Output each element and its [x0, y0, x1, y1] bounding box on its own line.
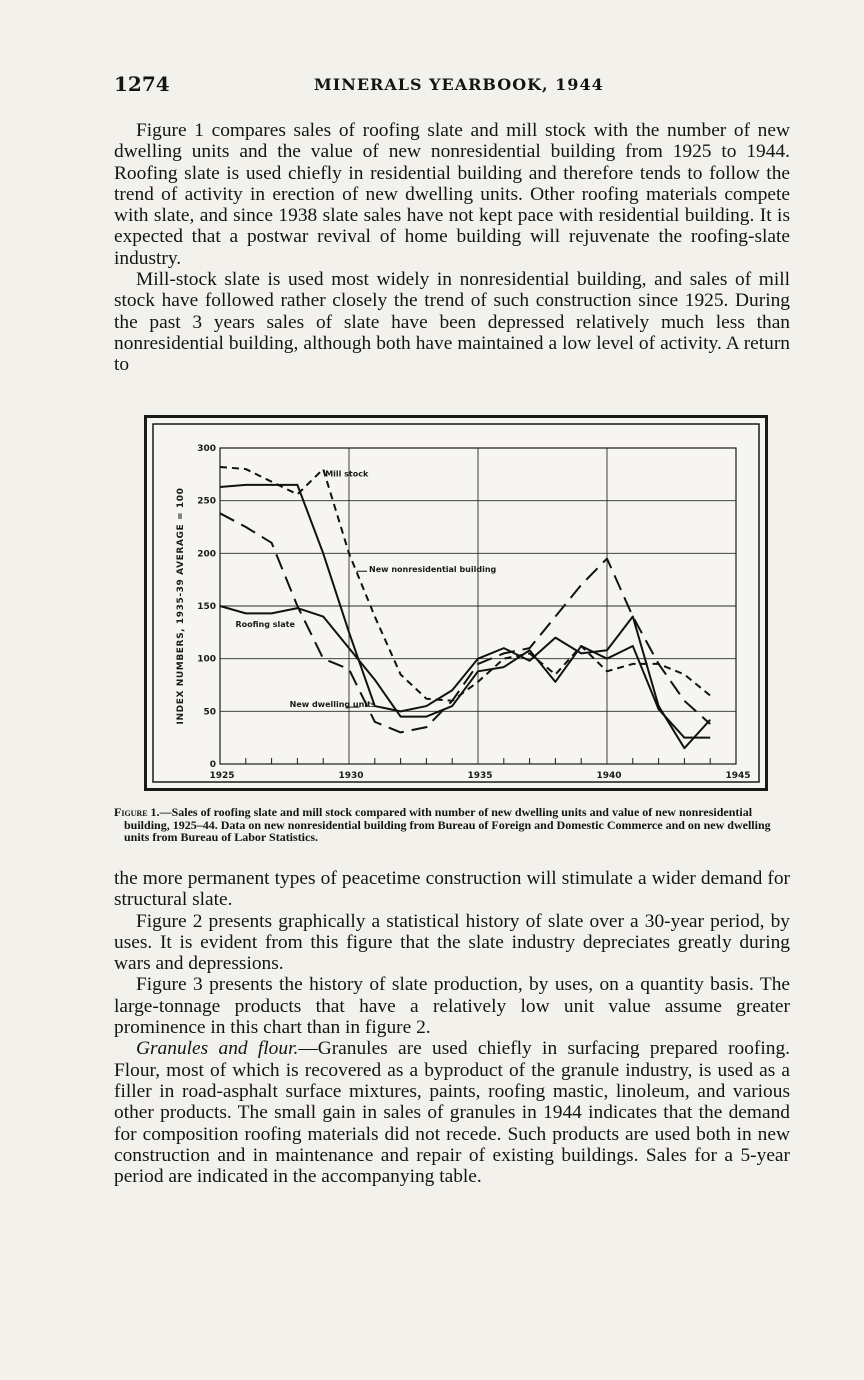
section-heading: Granules and flour. — [136, 1038, 299, 1060]
section-text: —Granules are used chiefly in surfacing prepared roofing. Flour, most of which is recovered as a byproduct of the granule industry, is used as a filler in road-asphalt surface mixtures, paints, roofing mastic, linoleum, and various other products. The small gain in sales of granules in 1944 indicates that the demand for composition roofing materials did not recede. Such products are used both in new construction and in maintenance and repair of existing buildings. Sales for a 5-year period are indicated in the accompanying table. — [114, 1038, 790, 1188]
series-label: Roofing slate — [235, 619, 295, 629]
paragraph-granules — [114, 1038, 790, 1187]
y-tick-label: 300 — [197, 444, 216, 454]
y-tick-label: 100 — [197, 654, 216, 665]
figure-1-chart — [144, 415, 768, 791]
y-tick-label: 0 — [209, 760, 216, 770]
series-label: Mill stock — [325, 469, 369, 479]
series-label: New dwelling units — [289, 699, 376, 709]
x-tick-label: 1935 — [467, 771, 493, 781]
series-label: New nonresidential building — [369, 565, 497, 575]
figure-caption — [114, 806, 790, 844]
line-chart — [147, 418, 765, 788]
paragraph: Figure 1 compares sales of roofing slate and mill stock with the number of new dwelling units and the value of new nonresidential building from 1925 to 1944. Roofing slate is used chiefly in residential building and therefore tends to follow the trend of activity in erection of new dwelling units. Other roofing materials compete with slate, and since 1938 slate sales have not kept pace with residential building. It is expected that a postwar revival of home building will rejuvenate the roofing-slate industry. — [114, 120, 790, 269]
text-block-top — [114, 120, 790, 376]
figure-inner-border — [153, 424, 759, 782]
paragraph: Figure 3 presents the history of slate production, by uses, on a quantity basis. The large-tonnage products that have a relatively low unit value assume greater prominence in this chart than in figure 2. — [114, 974, 790, 1039]
y-tick-label: 150 — [197, 602, 216, 612]
y-axis-title: INDEX NUMBERS, 1935-39 AVERAGE = 100 — [176, 487, 186, 725]
y-tick-label: 200 — [197, 549, 216, 560]
paragraph: Mill-stock slate is used most widely in nonresidential building, and sales of mill stock have followed rather closely the trend of such construction since 1925. During the past 3 years sales of slate have been depressed relatively much less than nonresidential building, although both have maintained a low level of activity. A return to — [114, 269, 790, 376]
running-title: MINERALS YEARBOOK, 1944 — [314, 75, 604, 94]
x-tick-label: 1930 — [338, 771, 364, 781]
paragraph: Figure 2 presents graphically a statistical history of slate over a 30-year period, by uses. It is evident from this figure that the slate industry depreciates greatly during wars and depressions. — [114, 910, 790, 975]
text-block-bottom — [114, 868, 790, 1187]
y-tick-label: 250 — [197, 496, 216, 507]
x-tick-label: 1925 — [209, 771, 235, 781]
caption-label: Figure 1. — [114, 805, 160, 819]
y-tick-label: 50 — [203, 707, 216, 718]
paragraph: the more permanent types of peacetime construction will stimulate a wider demand for structural slate. — [114, 868, 790, 911]
caption-body: —Sales of roofing slate and mill stock compared with number of new dwelling units and value of new nonresidential building, 1925–44. Data on new nonresidential building from Bureau of Foreign and Domestic Commerce and on new dwelling units from Bureau of Labor Statistics. — [124, 805, 771, 844]
x-tick-label: 1940 — [596, 771, 622, 781]
series-line-mill-stock — [220, 467, 710, 701]
page-number: 1274 — [114, 72, 170, 96]
x-tick-label: 1945 — [725, 771, 751, 781]
page-header — [114, 72, 790, 100]
